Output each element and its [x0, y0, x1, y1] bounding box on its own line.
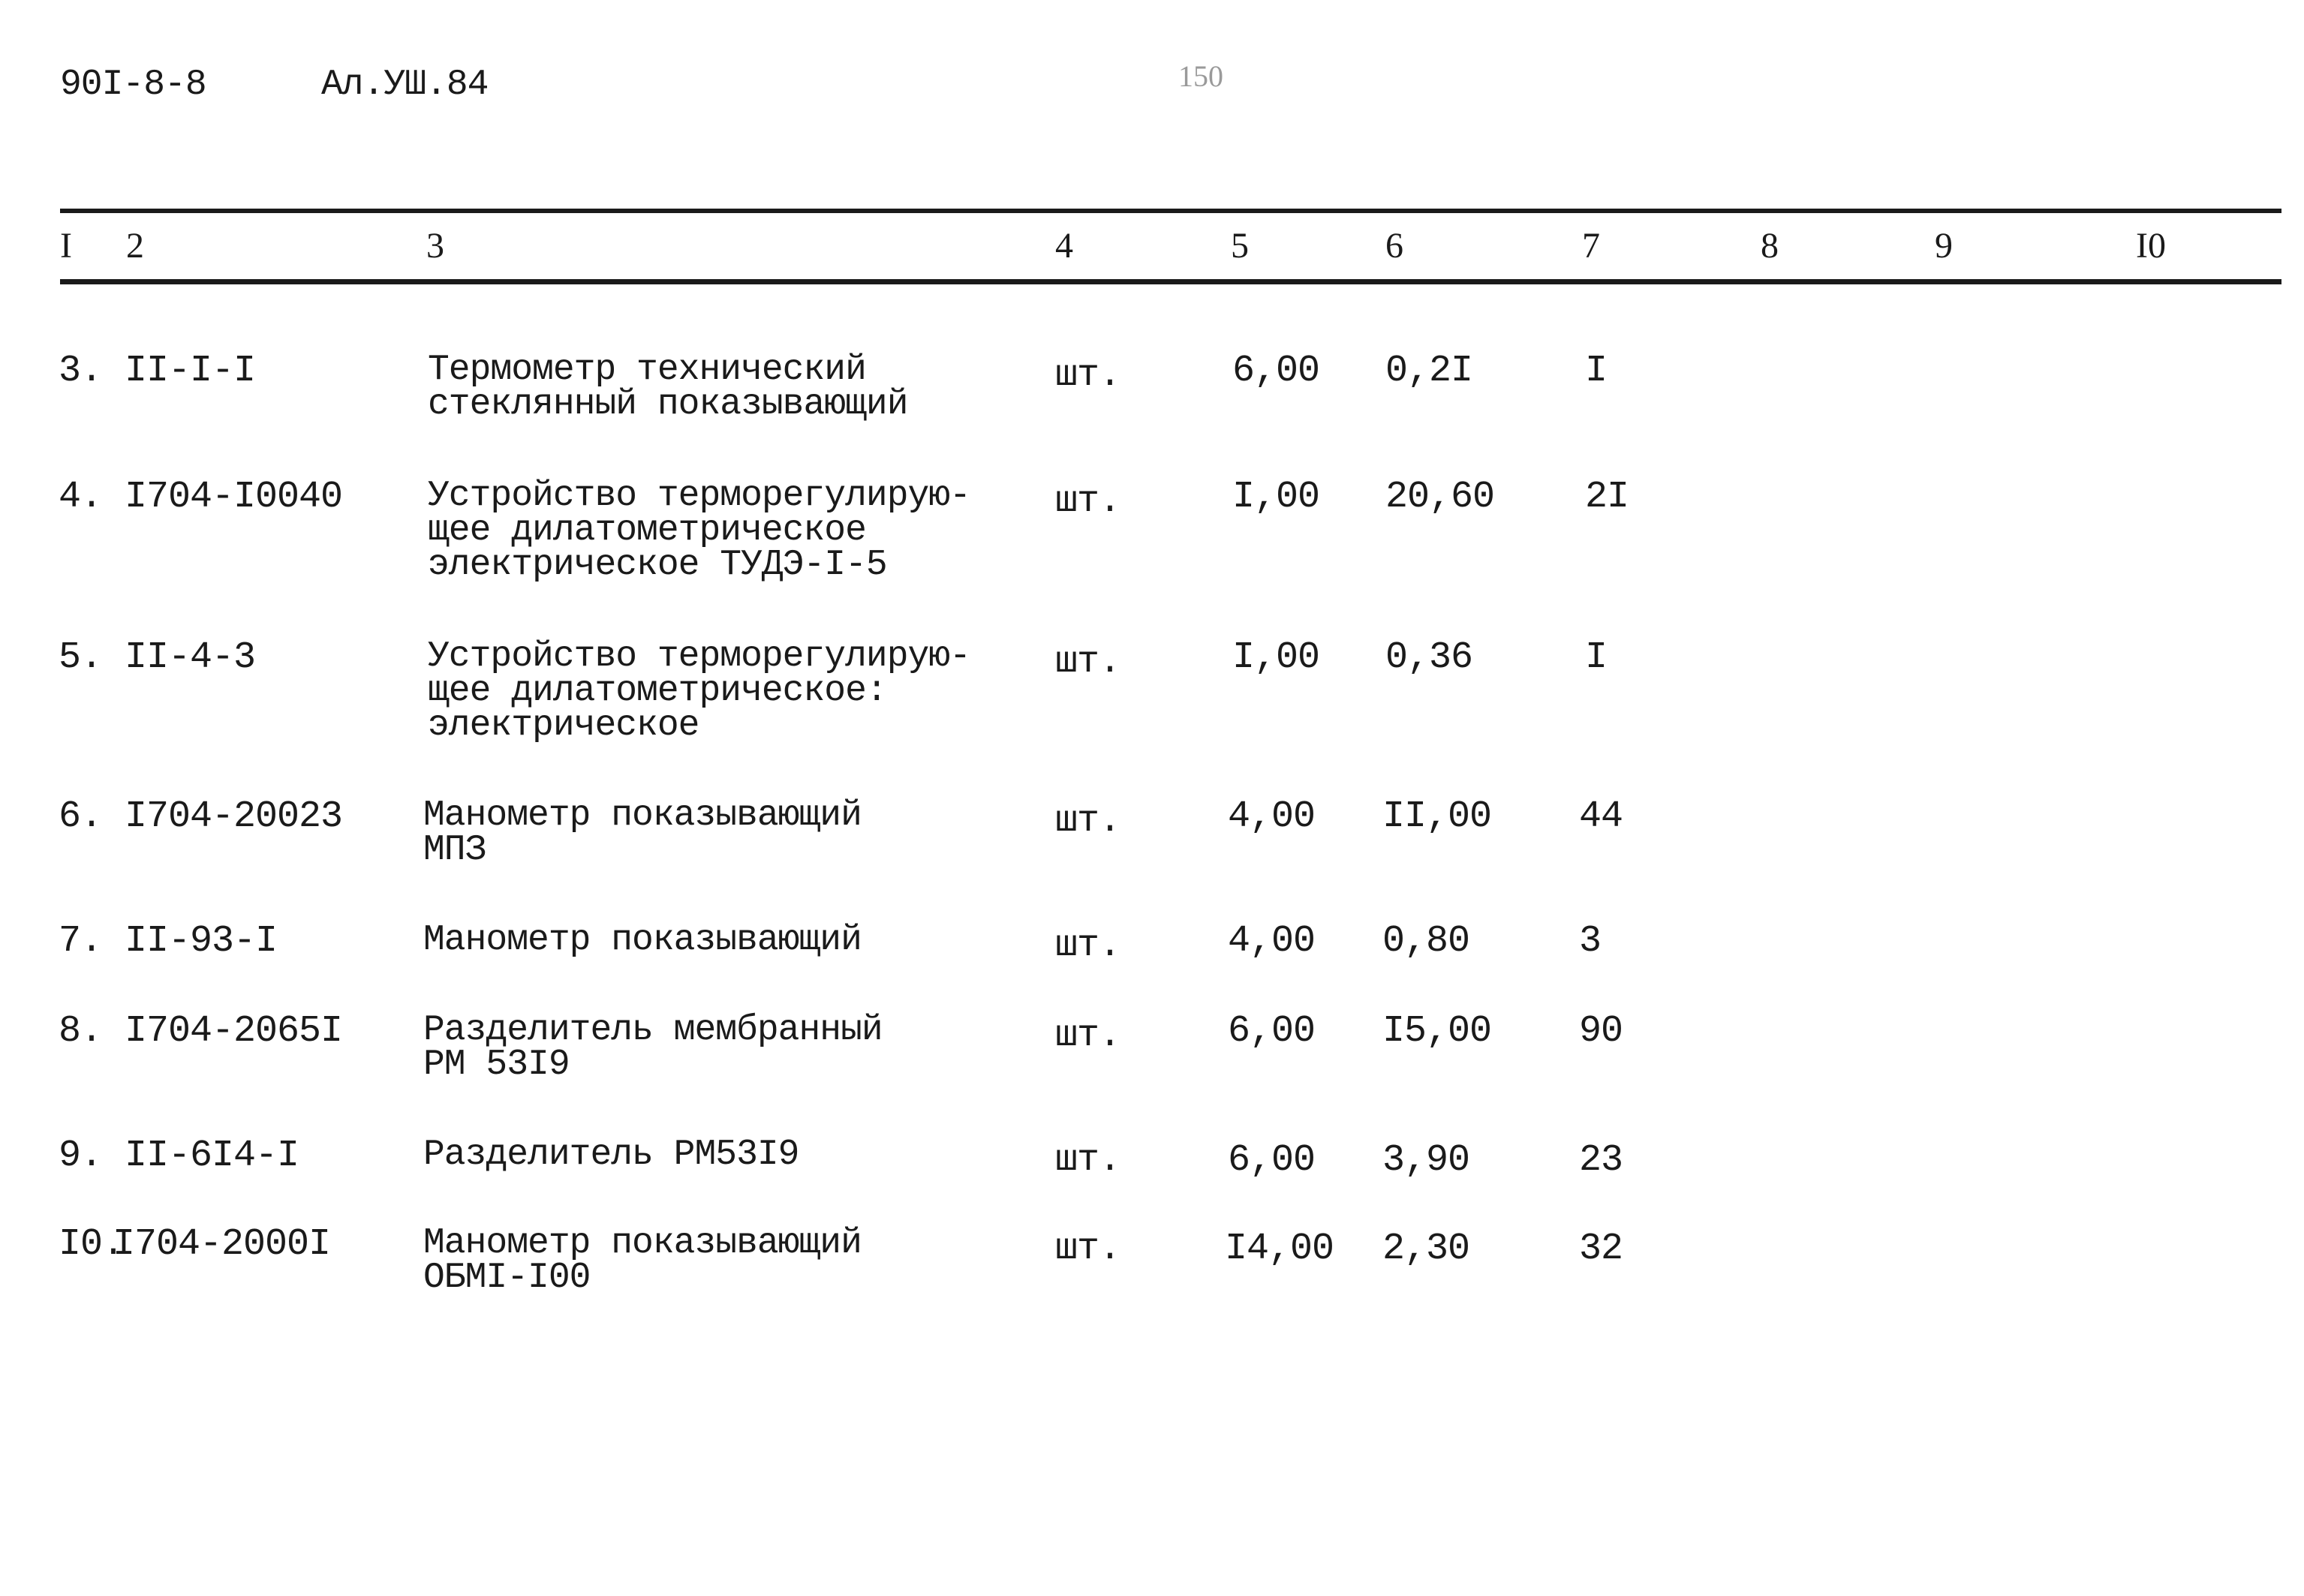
document-code: 90I-8-8 — [60, 65, 206, 105]
column-number-1: I — [60, 226, 72, 266]
item-name: Манометр показывающий МПЗ — [423, 795, 862, 870]
item-total: 32 — [1579, 1228, 1623, 1270]
item-quantity: 6,00 — [1232, 350, 1320, 392]
item-unit: шт. — [1055, 480, 1121, 523]
item-code: II-4-3 — [125, 636, 256, 679]
item-code: I704-I0040 — [125, 476, 343, 518]
item-price: 2,30 — [1382, 1228, 1470, 1270]
item-total: 2I — [1585, 476, 1629, 518]
item-total: 23 — [1579, 1139, 1623, 1182]
item-code: I704-2065I — [125, 1010, 343, 1053]
page-number: 150 — [1178, 59, 1223, 93]
column-number-6: 6 — [1385, 226, 1403, 266]
item-quantity: 6,00 — [1228, 1139, 1316, 1182]
row-number: 8. — [59, 1010, 103, 1053]
table-top-rule — [60, 209, 2281, 213]
item-unit: шт. — [1055, 924, 1121, 967]
item-quantity: 6,00 — [1228, 1010, 1316, 1053]
row-number: 9. — [59, 1135, 103, 1177]
column-number-8: 8 — [1761, 226, 1779, 266]
item-total: 44 — [1579, 795, 1623, 838]
row-number: 3. — [59, 350, 103, 392]
item-total: I — [1585, 636, 1608, 679]
item-price: I5,00 — [1382, 1010, 1492, 1053]
item-unit: шт. — [1055, 1014, 1121, 1057]
item-name: Устройство терморегулирую- щее дилатометрическое электрическое ТУДЭ-I-5 — [428, 476, 970, 585]
table-header-rule — [60, 279, 2281, 284]
item-name: Термометр технический стеклянный показывающий — [428, 350, 908, 425]
item-quantity: I,00 — [1232, 636, 1320, 679]
column-number-9: 9 — [1935, 226, 1953, 266]
item-name: Манометр показывающий — [423, 920, 862, 960]
item-unit: шт. — [1055, 354, 1121, 397]
item-name: Разделитель мембранный РМ 53I9 — [423, 1010, 883, 1085]
item-quantity: I4,00 — [1225, 1228, 1334, 1270]
item-price: II,00 — [1382, 795, 1492, 838]
item-total: 3 — [1579, 920, 1602, 963]
item-name: Устройство терморегулирую- щее дилатометрическое: электрическое — [428, 636, 970, 746]
item-total: 90 — [1579, 1010, 1623, 1053]
row-number: 6. — [59, 795, 103, 838]
column-number-3: 3 — [426, 226, 444, 266]
item-total: I — [1585, 350, 1608, 392]
item-unit: шт. — [1055, 1139, 1121, 1182]
item-price: 20,60 — [1385, 476, 1495, 518]
item-name: Манометр показывающий ОБМI-I00 — [423, 1223, 862, 1298]
item-code: II-I-I — [125, 350, 256, 392]
item-quantity: 4,00 — [1228, 920, 1316, 963]
item-price: 0,2I — [1385, 350, 1473, 392]
item-quantity: 4,00 — [1228, 795, 1316, 838]
item-quantity: I,00 — [1232, 476, 1320, 518]
row-number: 5. — [59, 636, 103, 679]
item-price: 0,80 — [1382, 920, 1470, 963]
item-unit: шт. — [1055, 1228, 1121, 1270]
item-unit: шт. — [1055, 800, 1121, 843]
item-name: Разделитель РМ53I9 — [423, 1135, 799, 1175]
column-number-5: 5 — [1231, 226, 1249, 266]
row-number: I0. — [59, 1223, 125, 1266]
column-number-4: 4 — [1055, 226, 1073, 266]
item-code: II-6I4-I — [125, 1135, 299, 1177]
album-reference: Ал.УШ.84 — [321, 65, 489, 105]
column-number-2: 2 — [126, 226, 144, 266]
column-number-7: 7 — [1582, 226, 1600, 266]
item-price: 0,36 — [1385, 636, 1473, 679]
item-unit: шт. — [1055, 641, 1121, 684]
item-code: I704-20023 — [125, 795, 343, 838]
row-number: 7. — [59, 920, 103, 963]
item-code: I704-2000I — [113, 1223, 331, 1266]
column-number-10: I0 — [2136, 226, 2166, 266]
item-price: 3,90 — [1382, 1139, 1470, 1182]
item-code: II-93-I — [125, 920, 278, 963]
row-number: 4. — [59, 476, 103, 518]
